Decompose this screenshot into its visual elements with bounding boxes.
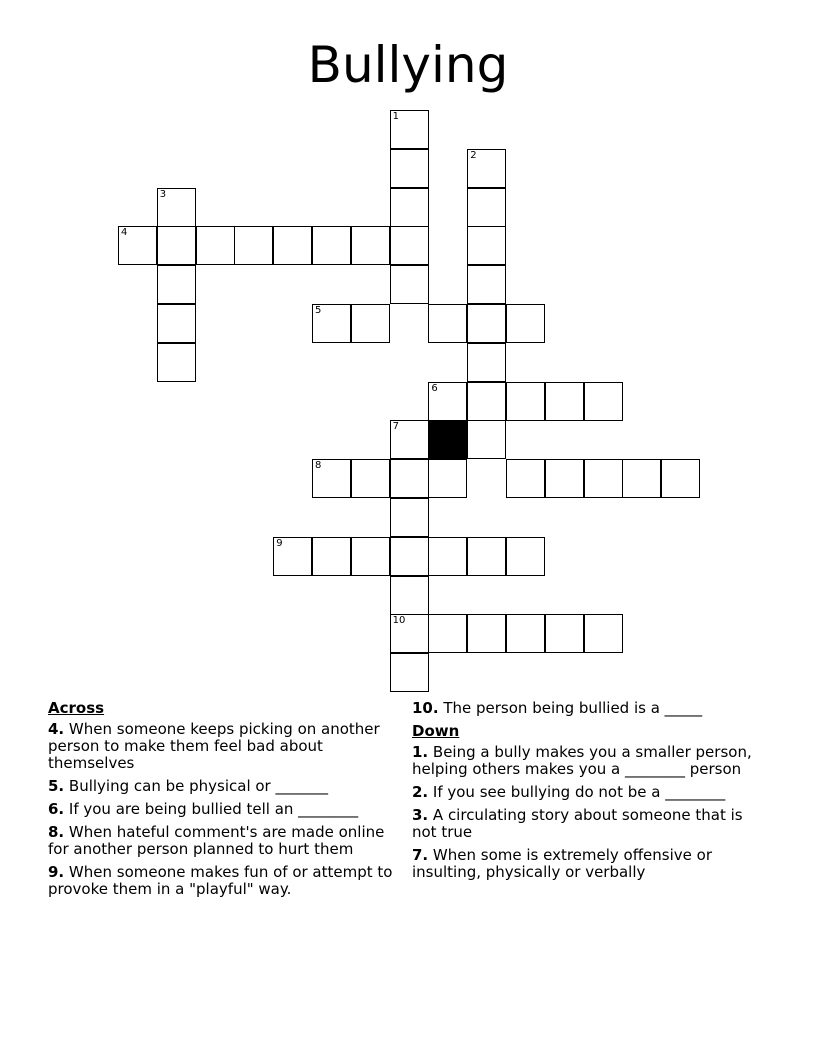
across-clue-list-continued (412, 700, 752, 717)
grid-cell[interactable] (390, 149, 429, 188)
clue-number: 9 (276, 537, 283, 549)
grid-cell[interactable] (390, 498, 429, 537)
grid-cell[interactable] (234, 226, 273, 265)
clue-item (48, 721, 403, 772)
grid-cell[interactable] (390, 265, 429, 304)
grid-cell[interactable] (157, 188, 196, 227)
grid-cell[interactable] (506, 304, 545, 343)
across-clue-list (48, 721, 403, 898)
grid-cell[interactable] (390, 420, 429, 459)
down-heading: Down (412, 722, 460, 740)
clue-number-label: 5. (48, 777, 65, 795)
clue-number: 6 (431, 382, 438, 394)
clue-number: 4 (121, 227, 128, 239)
down-clue-list (412, 744, 752, 881)
grid-cell[interactable] (312, 226, 351, 265)
grid-cell[interactable] (467, 265, 506, 304)
grid-cell[interactable] (428, 459, 467, 498)
clue-item (48, 824, 403, 858)
grid-cell[interactable] (351, 537, 390, 576)
clue-item (412, 744, 752, 778)
grid-cell[interactable] (390, 614, 429, 653)
grid-cell[interactable] (584, 459, 623, 498)
grid-cell[interactable] (506, 382, 545, 421)
clue-number-label: 3. (412, 806, 429, 824)
clue-text: When someone makes fun of or attempt to provoke them in a "playful" way. (48, 863, 393, 898)
grid-cell[interactable] (273, 537, 312, 576)
grid-cell[interactable] (157, 226, 196, 265)
grid-cell[interactable] (428, 614, 467, 653)
grid-cell[interactable] (428, 304, 467, 343)
clue-number: 7 (392, 421, 399, 433)
grid-cell[interactable] (467, 226, 506, 265)
grid-cell[interactable] (118, 226, 157, 265)
grid-cell[interactable] (467, 304, 506, 343)
blocked-cell (428, 420, 467, 459)
grid-cell[interactable] (506, 614, 545, 653)
clue-text: A circulating story about someone that is not true (412, 806, 743, 841)
clue-number: 3 (159, 188, 167, 200)
clue-text: Being a bully makes you a smaller person, helping others makes you a ________ person (412, 743, 752, 778)
clue-number-label: 7. (412, 846, 429, 864)
grid-cell[interactable] (196, 226, 235, 265)
grid-cell[interactable] (584, 614, 623, 653)
grid-cell[interactable] (584, 382, 623, 421)
grid-cell[interactable] (467, 537, 506, 576)
grid-cell[interactable] (157, 265, 196, 304)
grid-cell[interactable] (390, 226, 429, 265)
clue-item (412, 700, 752, 717)
grid-cell[interactable] (157, 304, 196, 343)
clue-text: If you are being bullied tell an ________ (64, 800, 359, 818)
grid-cell[interactable] (390, 576, 429, 615)
grid-cell[interactable] (467, 149, 506, 188)
clues-right-column (412, 700, 752, 887)
clue-number-label: 10. (412, 699, 439, 717)
clue-number: 8 (315, 460, 322, 472)
clue-item (48, 801, 403, 818)
clue-number: 10 (392, 615, 406, 627)
grid-cell[interactable] (622, 459, 661, 498)
grid-cell[interactable] (506, 459, 545, 498)
clue-text: When hateful comment's are made online for another person planned to hurt them (48, 823, 385, 858)
puzzle-title: Bullying (307, 36, 509, 94)
grid-cell[interactable] (467, 420, 506, 459)
clue-item (412, 807, 752, 841)
clue-number-label: 9. (48, 863, 65, 881)
clue-number-label: 4. (48, 720, 65, 738)
clue-number-label: 2. (412, 783, 429, 801)
clue-item (48, 864, 403, 898)
clue-number-label: 1. (412, 743, 429, 761)
grid-cell[interactable] (312, 537, 351, 576)
clue-number: 1 (392, 111, 399, 122)
clue-item (412, 784, 752, 801)
grid-cell[interactable] (157, 343, 196, 382)
clue-item (48, 778, 403, 795)
grid-cell[interactable] (312, 304, 351, 343)
grid-cell[interactable] (428, 537, 467, 576)
clue-text: When some is extremely offensive or insulting, physically or verbally (412, 846, 712, 881)
grid-cell[interactable] (390, 188, 429, 227)
grid-cell[interactable] (545, 614, 584, 653)
clue-number-label: 8. (48, 823, 65, 841)
grid-cell[interactable] (506, 537, 545, 576)
across-heading: Across (48, 699, 105, 717)
grid-cell[interactable] (428, 382, 467, 421)
grid-cell[interactable] (467, 614, 506, 653)
clue-number: 5 (315, 305, 322, 316)
grid-cell[interactable] (390, 653, 429, 692)
clue-text: When someone keeps picking on another person to make them feel bad about themselves (48, 720, 380, 772)
grid-cell[interactable] (312, 459, 351, 498)
clue-number: 2 (470, 149, 477, 161)
grid-cell[interactable] (390, 459, 429, 498)
grid-cell[interactable] (351, 304, 390, 343)
grid-cell[interactable] (390, 537, 429, 576)
clue-text: Bullying can be physical or _______ (64, 777, 328, 795)
grid-cell[interactable] (467, 188, 506, 227)
grid-cell[interactable] (545, 382, 584, 421)
grid-cell[interactable] (545, 459, 584, 498)
grid-cell[interactable] (351, 459, 390, 498)
clue-text: If you see bullying do not be a ________ (428, 783, 726, 801)
clues-left-column (48, 700, 403, 904)
clue-text: The person being bullied is a _____ (438, 699, 703, 717)
grid-cell[interactable] (661, 459, 700, 498)
grid-cell[interactable] (390, 110, 429, 149)
clue-number-label: 6. (48, 800, 65, 818)
grid-cell[interactable] (273, 226, 312, 265)
grid-cell[interactable] (351, 226, 390, 265)
grid-cell[interactable] (467, 382, 506, 421)
clue-item (412, 847, 752, 881)
grid-cell[interactable] (467, 343, 506, 382)
